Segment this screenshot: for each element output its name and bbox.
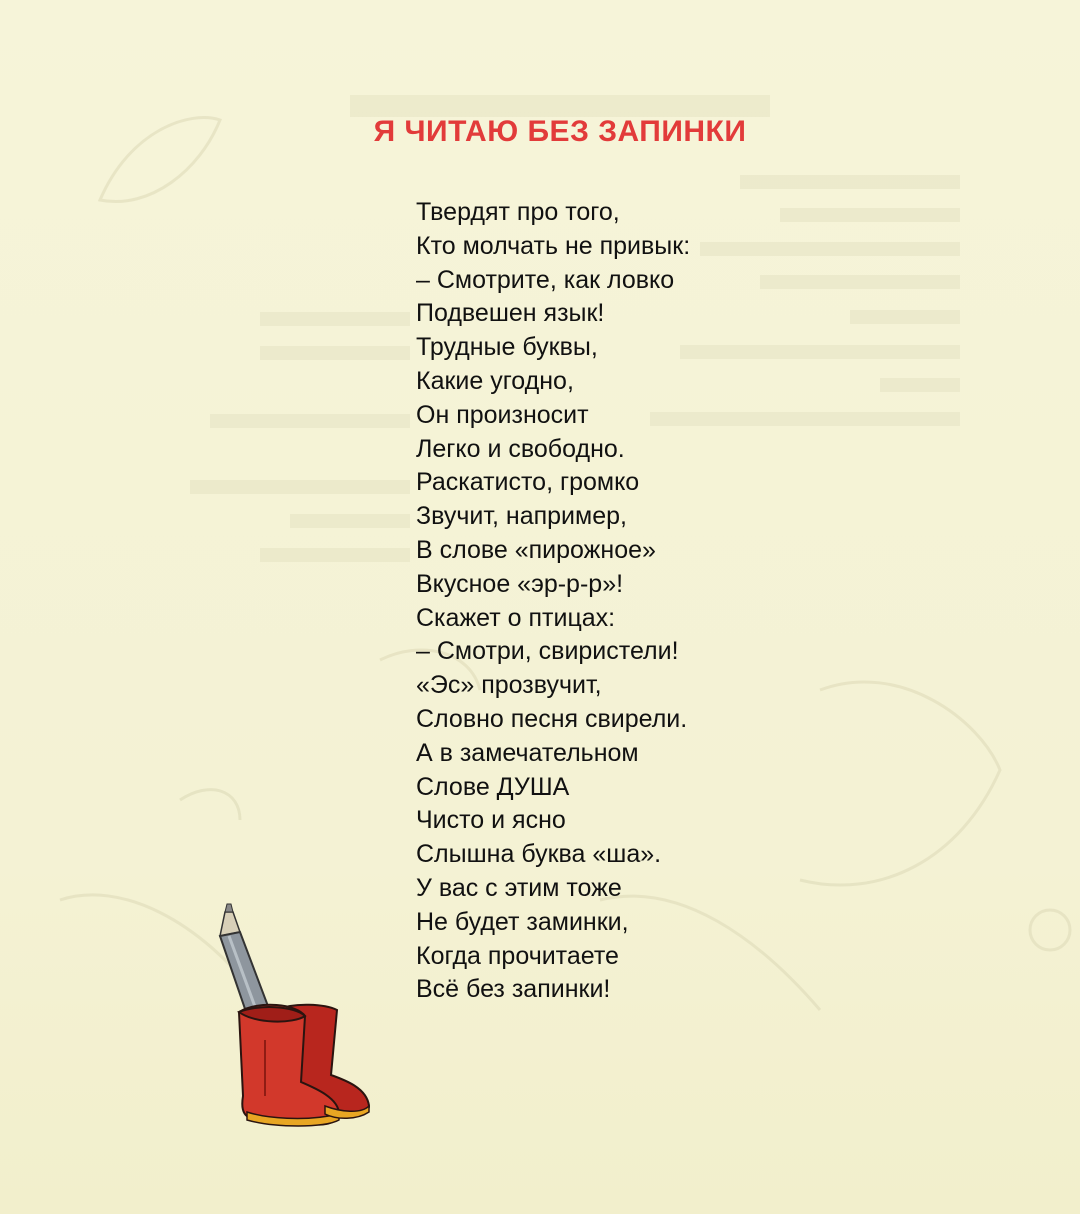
poem-line: Легко и свободно. <box>416 434 625 463</box>
poem-line: «Эс» прозвучит, <box>416 671 602 700</box>
poem-line: Звучит, например, <box>416 502 627 531</box>
poem-line: Слове ДУША <box>416 772 570 801</box>
poem-line: Он произносит <box>416 400 589 429</box>
poem-line: Вкусное «эр-р-р»! <box>416 569 624 598</box>
poem-line: Раскатисто, громко <box>416 468 640 497</box>
page-title: Я ЧИТАЮ БЕЗ ЗАПИНКИ <box>373 115 747 148</box>
poem-line: А в замечательном <box>416 738 639 767</box>
poem-line: В слове «пирожное» <box>416 535 656 564</box>
poem-line: Подвешен язык! <box>416 299 605 328</box>
poem-line: Словно песня свирели. <box>416 704 688 733</box>
poem-line: – Смотри, свиристели! <box>416 637 679 666</box>
poem-line: Какие угодно, <box>416 366 574 395</box>
poem-line: – Смотрите, как ловко <box>416 265 675 294</box>
poem-line: Трудные буквы, <box>416 333 598 362</box>
poem-line: У вас с этим тоже <box>416 873 622 902</box>
poem-line: Скажет о птицах: <box>416 603 616 632</box>
poem-line: Чисто и ясно <box>416 806 566 835</box>
poem-line: Не будет заминки, <box>416 907 629 936</box>
poem-line: Твердят про того, <box>416 198 620 226</box>
poem <box>416 196 690 1007</box>
pencil-in-red-boots-icon <box>205 900 375 1130</box>
red-boots-icon <box>239 1005 369 1126</box>
poem-line: Когда прочитаете <box>416 941 619 970</box>
poem-line: Слышна буква «ша». <box>416 840 662 869</box>
poem-line: Кто молчать не привык: <box>416 231 691 260</box>
poem-line: Всё без запинки! <box>416 975 611 1004</box>
